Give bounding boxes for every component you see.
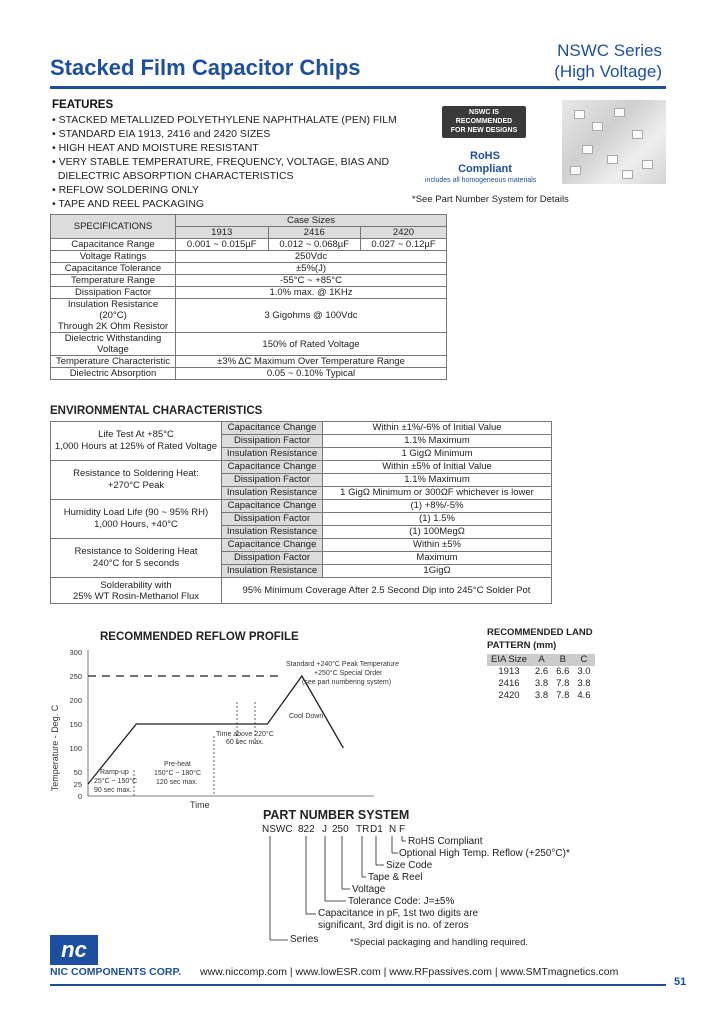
ann-cool: Cool Down [289, 713, 324, 720]
ann-above: 60 sec max. [226, 739, 264, 746]
rohs-mark [455, 150, 515, 176]
spec-value: 0.05 ~ 0.10% Typical [176, 368, 447, 380]
spec-value: 0.012 ~ 0.068µF [268, 239, 361, 251]
env-value: 1 GigΩ Minimum or 300ΩF whichever is lower [323, 487, 552, 500]
spec-value: ±3% ΔC Maximum Over Temperature Range [176, 356, 447, 368]
land-col: EIA Size [487, 654, 531, 666]
ann-ramp: Ramp-up [100, 769, 129, 776]
land-cell: 3.0 [577, 666, 591, 677]
size-header: 1913 [176, 227, 269, 239]
land-cell: 1913 [498, 666, 520, 677]
ann-preheat: 120 sec max. [156, 779, 198, 786]
ann-ramp: 90 sec max. [94, 787, 132, 794]
reflow-chart [44, 640, 464, 812]
pn-label: Tolerance Code: J=±5% [348, 896, 455, 907]
land-cell: 7.8 [556, 678, 570, 689]
land-heading-line: RECOMMENDED LAND [487, 627, 593, 638]
env-param: Dissipation Factor [222, 513, 323, 526]
pn-label: Tape & Reel [368, 872, 423, 883]
pn-note: *Special packaging and handling required. [350, 937, 528, 948]
spec-value: -55°C ~ +85°C [176, 275, 447, 287]
land-cell: 4.6 [577, 690, 591, 701]
ann-above: Time above 220°C [216, 731, 274, 738]
land-col: C [573, 654, 594, 666]
pn-code: TR [356, 824, 370, 835]
product-photo [562, 100, 666, 184]
env-param: Capacitance Change [222, 461, 323, 474]
series-line1: NSWC Series [557, 41, 662, 60]
env-param: Capacitance Change [222, 539, 323, 552]
env-value: Within ±5% of Initial Value [323, 461, 552, 474]
ann-special: (see part numbering system) [302, 679, 392, 686]
pn-code: 250 [332, 824, 349, 835]
ann-special: +250°C Special Order [314, 670, 383, 677]
y-tick-label: 25 [73, 780, 82, 789]
land-cell: 3.8 [577, 678, 591, 689]
footer-link[interactable]: www.niccomp.com [200, 966, 287, 978]
feature-item: • HIGH HEAT AND MOISTURE RESISTANT [52, 142, 259, 154]
series-name [554, 40, 662, 82]
spec-value: 250Vdc [176, 251, 447, 263]
spec-label: Capacitance Range [51, 239, 176, 251]
footer-link[interactable]: www.SMTmagnetics.com [500, 966, 619, 978]
env-value: (1) 1.5% [323, 513, 552, 526]
env-value: 1.1% Maximum [323, 474, 552, 487]
env-param: Insulation Resistance [222, 448, 323, 461]
rohs-line2: Compliant [458, 163, 512, 175]
land-col: A [531, 654, 552, 666]
env-value: (1) 100MegΩ [323, 526, 552, 539]
land-table [487, 654, 595, 702]
pn-label: Size Code [386, 860, 433, 871]
env-value: 95% Minimum Coverage After 2.5 Second Dip into 245°C Solder Pot [222, 578, 552, 604]
y-tick-label: 0 [77, 792, 82, 801]
spec-label: Dielectric Absorption [51, 368, 176, 380]
recommended-badge [442, 106, 526, 138]
ann-preheat: 150°C ~ 180°C [154, 770, 202, 777]
env-test: Resistance to Soldering Heat 240°C for 5 seconds [51, 539, 222, 578]
spec-label: Capacitance Tolerance [51, 263, 176, 275]
land-cell: 3.8 [534, 690, 549, 701]
spec-corner: SPECIFICATIONS [51, 215, 176, 239]
footer-rule [50, 984, 666, 986]
env-param: Insulation Resistance [222, 565, 323, 578]
reflow-heading: RECOMMENDED REFLOW PROFILE [100, 631, 299, 643]
spec-value: 0.001 ~ 0.015µF [176, 239, 269, 251]
y-tick-label: 50 [73, 768, 82, 777]
env-param: Insulation Resistance [222, 487, 323, 500]
env-value: 1 GigΩ Minimum [323, 448, 552, 461]
env-value: Within ±5% [323, 539, 552, 552]
features-list [52, 113, 422, 211]
env-test: Humidity Load Life (90 ~ 95% RH) 1,000 Hours, +40°C [51, 500, 222, 539]
series-line2: (High Voltage) [554, 62, 662, 81]
land-cell: 2420 [498, 690, 520, 701]
feature-item: • STANDARD EIA 1913, 2416 and 2420 SIZES [52, 128, 271, 140]
pn-code: N [389, 824, 397, 835]
pn-label: RoHS Compliant [408, 836, 483, 847]
env-param: Dissipation Factor [222, 474, 323, 487]
env-param: Capacitance Change [222, 422, 323, 435]
case-sizes-header: Case Sizes [176, 215, 447, 227]
pns-heading: PART NUMBER SYSTEM [263, 808, 410, 822]
reflow-xlabel: Time [190, 800, 210, 810]
land-cell: 7.8 [556, 690, 570, 701]
badge-line: NSWC IS [469, 109, 499, 116]
land-cell: 2.6 [534, 666, 549, 677]
y-tick-label: 250 [69, 672, 82, 681]
land-cell: 2416 [498, 678, 520, 689]
pn-code: NSWC [262, 824, 293, 835]
spec-label: Temperature Range [51, 275, 176, 287]
env-table [50, 421, 552, 604]
spec-value: 3 Gigohms @ 100Vdc [176, 299, 447, 333]
y-tick-label: 100 [69, 744, 82, 753]
pn-code: J [322, 824, 327, 835]
env-value: (1) +8%/-5% [323, 500, 552, 513]
ann-peak: Standard +240°C Peak Temperature [286, 661, 399, 668]
reflow-profile-line [88, 676, 343, 784]
land-heading [487, 626, 593, 652]
feature-item: • TAPE AND REEL PACKAGING [52, 198, 205, 210]
env-test: Resistance to Soldering Heat: +270°C Peak [51, 461, 222, 500]
company-name: NIC COMPONENTS CORP. [50, 966, 182, 978]
pn-label: Optional High Temp. Reflow (+250°C)* [399, 848, 570, 859]
footer-link[interactable]: www.lowESR.com [295, 966, 381, 978]
env-param: Dissipation Factor [222, 435, 323, 448]
rohs-line1: RoHS [470, 150, 500, 162]
spec-label: Insulation Resistance (20°C) Through 2K Ohm Resistor [51, 299, 176, 333]
land-cell: 6.6 [556, 666, 570, 677]
env-value: Maximum [323, 552, 552, 565]
spec-label: Dielectric Withstanding Voltage [51, 333, 176, 356]
env-test: Solderability with 25% WT Rosin-Methanol Flux [51, 578, 222, 604]
footer-link[interactable]: www.RFpassives.com [389, 966, 492, 978]
feature-item: • STACKED METALLIZED POLYETHYLENE NAPHTHALATE (PEN) FILM [52, 114, 397, 126]
spec-value: 1.0% max. @ 1KHz [176, 287, 447, 299]
env-param: Capacitance Change [222, 500, 323, 513]
spec-label: Voltage Ratings [51, 251, 176, 263]
pn-code: D1 [370, 824, 383, 835]
env-value: 1.1% Maximum [323, 435, 552, 448]
env-heading: ENVIRONMENTAL CHARACTERISTICS [50, 405, 263, 417]
page-title: Stacked Film Capacitor Chips [50, 55, 361, 80]
env-param: Dissipation Factor [222, 552, 323, 565]
size-header: 2420 [361, 227, 447, 239]
land-heading-line: PATTERN (mm) [487, 640, 557, 651]
pn-label: Capacitance in pF, 1st two digits are [318, 908, 479, 919]
see-note: *See Part Number System for Details [412, 194, 569, 205]
env-param: Insulation Resistance [222, 526, 323, 539]
env-test: Life Test At +85°C 1,000 Hours at 125% of Rated Voltage [51, 422, 222, 461]
rohs-subtext: includes all homogeneous materials [425, 177, 537, 184]
spec-value: ±5%(J) [176, 263, 447, 275]
spec-table [50, 214, 447, 380]
pn-code: 822 [298, 824, 315, 835]
spec-label: Dissipation Factor [51, 287, 176, 299]
feature-item: • REFLOW SOLDERING ONLY [52, 184, 200, 196]
size-header: 2416 [268, 227, 361, 239]
pn-code: F [399, 824, 406, 835]
feature-item: • VERY STABLE TEMPERATURE, FREQUENCY, VOLTAGE, BIAS AND [52, 156, 390, 168]
env-value: 1GigΩ [323, 565, 552, 578]
y-tick-label: 150 [69, 720, 82, 729]
spec-value: 0.027 ~ 0.12µF [361, 239, 447, 251]
env-value: Within ±1%/-6% of Initial Value [323, 422, 552, 435]
ann-ramp: 25°C ~ 150°C [94, 778, 138, 785]
spec-label: Temperature Characteristic [51, 356, 176, 368]
badge-line: FOR NEW DESIGNS [450, 127, 518, 134]
pn-label: significant, 3rd digit is no. of zeros [318, 920, 469, 931]
pn-label: Series [290, 934, 319, 945]
nic-logo: nc [50, 935, 98, 965]
feature-item: DIELECTRIC ABSORPTION CHARACTERISTICS [52, 170, 294, 182]
ann-preheat: Pre-heat [164, 761, 191, 768]
y-tick-label: 300 [69, 648, 82, 657]
reflow-ylabel: Temperature - Deg. C [50, 704, 60, 792]
pn-label: Voltage [352, 884, 386, 895]
header-rule [50, 86, 666, 89]
page-number: 51 [674, 976, 687, 988]
y-tick-label: 200 [69, 696, 82, 705]
land-col: B [552, 654, 573, 666]
spec-value: 150% of Rated Voltage [176, 333, 447, 356]
land-cell: 3.8 [534, 678, 549, 689]
footer-links: www.niccomp.com | www.lowESR.com | www.RFpassives.com | www.SMTmagnetics.com [200, 966, 619, 978]
features-heading: FEATURES [52, 99, 114, 111]
badge-line: RECOMMENDED [455, 118, 513, 125]
